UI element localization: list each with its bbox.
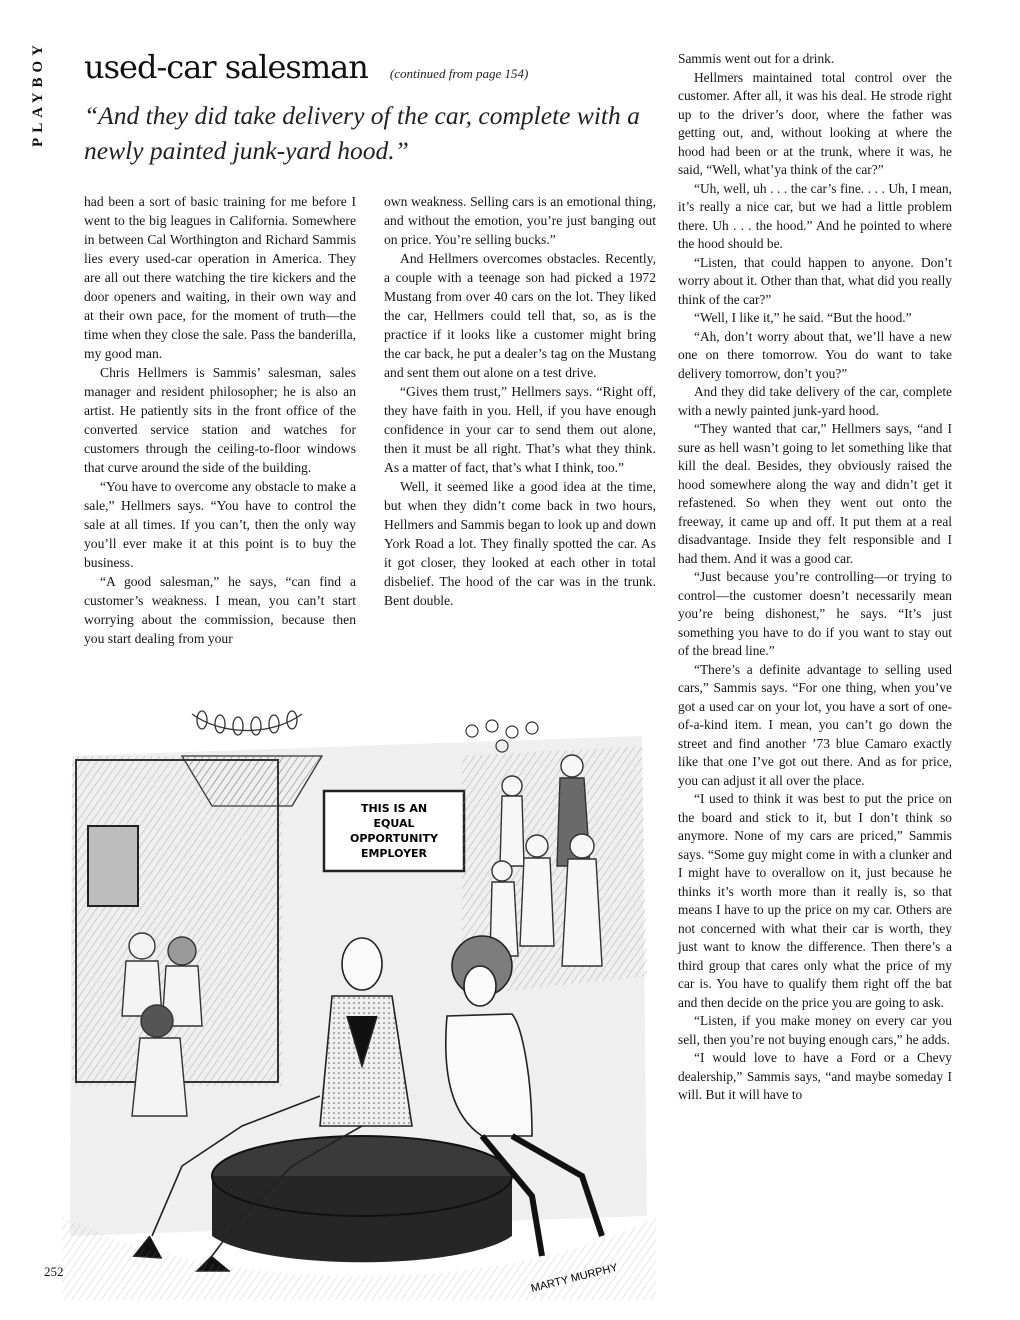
- paragraph: “A good salesman,” he says, “can find a customer’s weakness. I mean, you can’t start worrying about the commission, because then you start dealing from your: [84, 574, 356, 646]
- page-number: 252: [44, 1264, 64, 1279]
- paragraph: Chris Hellmers is Sammis’ salesman, sales manager and resident philosopher; he is also an artist. He patiently sits in the front office of the converted service station and watches for customers through the ceiling-to-floor windows that curve around the side of the building.: [84, 365, 356, 475]
- paragraph: “I used to think it was best to put the price on the board and stick to it, but I don’t think so anymore. None of my cars are priced,” Sammis says. “Some guy might come in with a clunker and I might have to overallow on it, just because he thinks it’s worth more than it really is, so that means I have to up the price on my car. Others are not concerned with what their car is worth, they just want to know the difference. Then there’s a third group that cares only what the price of my car is. You have to qualify them right off the bat and then decide on the price you are going to ask.: [678, 791, 952, 1010]
- pull-quote: “And they did take delivery of the car, complete with a newly painted junk-yard hood.”: [84, 101, 640, 165]
- paragraph: “You have to overcome any obstacle to make a sale,” Hellmers says. “You have to control the sale at all times. If you can’t, then the only way you’ll ever make it at this point is to buy the business.: [84, 479, 356, 570]
- sign-line-1: THIS IS AN: [360, 802, 428, 815]
- continued-note: (continued from page 154): [389, 66, 529, 81]
- magazine-side-label: [30, 40, 54, 200]
- text-column-3: [678, 50, 952, 1105]
- paragraph: “Listen, that could happen to anyone. Don’t worry about it. Other than that, what did you really think of the car?”: [678, 254, 952, 307]
- paragraph: “They wanted that car,” Hellmers says, “and I sure as hell wasn’t going to let something like that kill the deal. Besides, they obviously raised the hood somewhere along the way and didn’t get it refastened. So when they went out onto the freeway, it came up and off. It put them at a real disadvantage. Inside they felt responsible and I had them. And it was a good car.: [678, 421, 952, 566]
- paragraph: “Gives them trust,” Hellmers says. “Right off, they have faith in you. Hell, if you have enough confidence in your car to send them out alone, then it must be all right. That’s what they think. As a matter of fact, that’s what I think, too.”: [384, 384, 656, 475]
- text-column-1: [84, 192, 356, 648]
- paragraph: And Hellmers overcomes obstacles. Recently, a couple with a teenage son had picked a 1972 Mustang from over 40 cars on the lot. They liked the car, Hellmers could tell that, so, as is the practice if it looks like a customer might bring the car back, he put a dealer’s tag on the Mustang and sent them out alone on a test drive.: [384, 251, 656, 380]
- paragraph: “Ah, don’t worry about that, we’ll have a new one on there tomorrow. You do want to take delivery tomorrow, don’t you?”: [678, 328, 952, 381]
- sign-line-3: OPPORTUNITY: [349, 832, 439, 845]
- sign-line-4: EMPLOYER: [360, 847, 428, 860]
- text-column-2: [384, 192, 656, 610]
- magazine-name: PLAYBOY: [30, 40, 46, 147]
- paragraph: Sammis went out for a drink.: [678, 51, 835, 66]
- paragraph: “Just because you’re controlling—or trying to control—the customer doesn’t necessarily mean you’re being dishonest,” he says. “It’s just something you have to do if you want to stay out of the bread line.”: [678, 569, 952, 658]
- article-header: [84, 48, 528, 86]
- paragraph: “Listen, if you make money on every car you sell, then you’re not buying enough cars,” he adds.: [678, 1013, 952, 1047]
- paragraph: own weakness. Selling cars is an emotional thing, and without the emotion, you’re just banging out on price. You’re selling bucks.”: [384, 194, 656, 247]
- sign-line-2: EQUAL: [373, 817, 415, 830]
- paragraph: Well, it seemed like a good idea at the time, but when they didn’t come back in two hours, Hellmers and Sammis began to look up and down York Road a lot. They finally spotted the car. As it got closer, they looked at each other in total disbelief. The hood of the car was in the trunk. Bent double.: [384, 479, 656, 608]
- paragraph: “I would love to have a Ford or a Chevy dealership,” Sammis says, “and maybe someday I will. But it will have to: [678, 1050, 952, 1102]
- article-title: used-car salesman: [84, 48, 368, 86]
- paragraph: “Well, I like it,” he said. “But the hood.”: [694, 310, 912, 325]
- paragraph: Hellmers maintained total control over the customer. After all, it was his deal. He strode right up to the driver’s door, where the father was getting out, and, without looking at where the hood had been or at the trunk, where it was, he said, “Well, what’ya think of the car?”: [678, 69, 952, 177]
- cartoon-drawing: [62, 696, 656, 1300]
- paragraph: And they did take delivery of the car, complete with a newly painted junk-yard hood.: [678, 384, 952, 418]
- paragraph: “Uh, well, uh . . . the car’s fine. . . . Uh, I mean, it’s really a nice car, but we had a little problem there. Uh . . . the hood.” And he pointed to where the hood should be.: [678, 180, 952, 251]
- paragraph: had been a sort of basic training for me before I went to the big leagues in California. Somewhere in between Cal Worthington and Richard Sammis lies every used-car operation in America. They are all out there watching the tire kickers and the door openers and waiting, in their own way and at their own pace, for the moment of truth—the time when they close the sale. Pass the banderilla, my good man.: [84, 194, 356, 361]
- artist-signature: MARTY MURPHY: [529, 1261, 619, 1295]
- cartoon-illustration: [62, 696, 656, 1300]
- paragraph: “There’s a definite advantage to selling used cars,” Sammis says. “For one thing, when you’ve got a used car on your lot, you have a sort of one-of-a-kind item. I mean, you can’t go down the street and find another ’73 blue Camaro exactly like that one I’ve got out there. And as for price, you can adjust it all over the place.: [678, 661, 952, 788]
